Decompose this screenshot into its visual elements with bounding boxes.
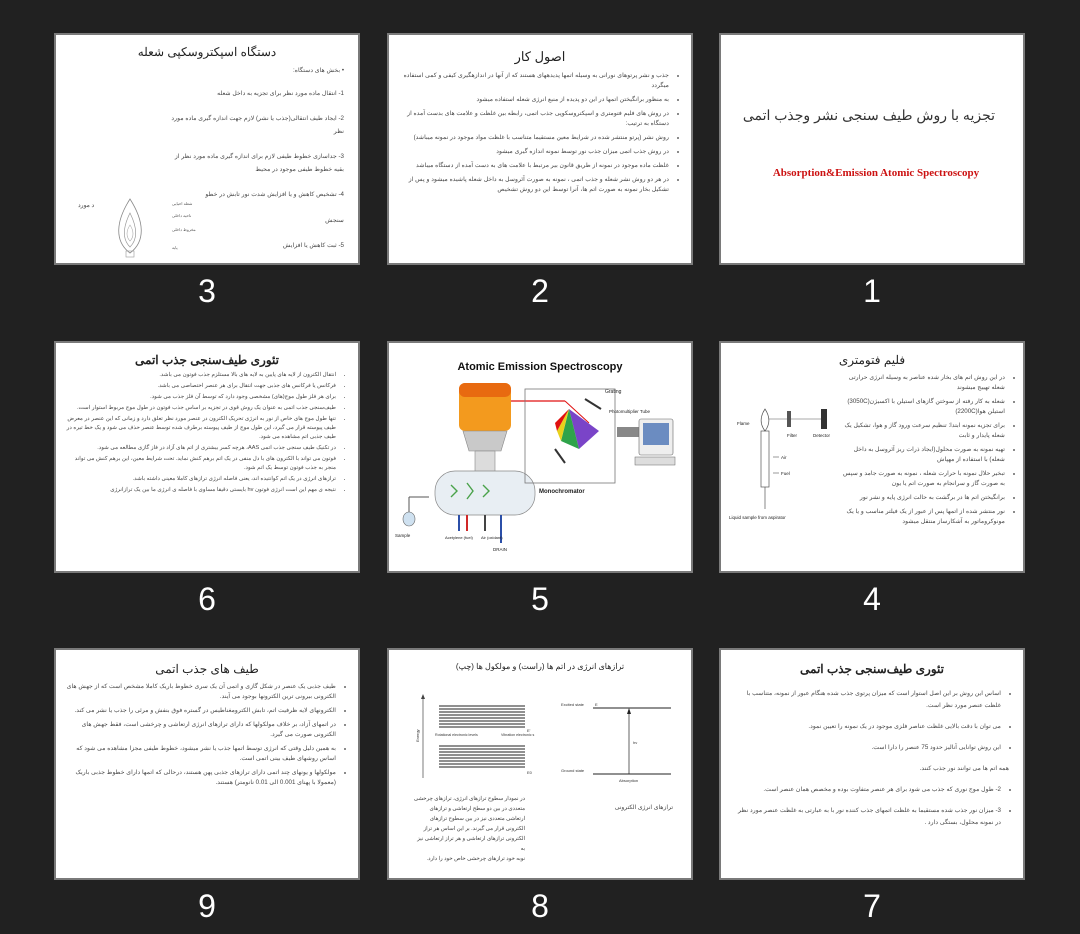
slide-body — [389, 71, 691, 195]
pmt-label: Photomultiplier Tube — [609, 409, 651, 414]
slide-bullet: • این روش توانایی آنالیز حدود 75 عنصر را دارا است. — [731, 742, 1001, 754]
slide-preview — [387, 33, 693, 265]
slide-title: اصول کار — [514, 49, 566, 64]
e-label: E — [595, 702, 598, 707]
slide-line: 2- ایجاد طیف انتقالی(جذب یا نشر) لازم جهت اندازه گیری ماده مورد نظر — [171, 115, 344, 135]
acetylene-label: Acetylene (fuel) — [445, 535, 473, 540]
energy-axis-label: Energy — [415, 729, 420, 742]
e0-label: E0 — [527, 770, 532, 775]
slide-bullet: • روش نشر (پرتو منتشر شده در شرایط معین مستقیما متناسب با غلظت مواد موجود در نمونه میباشد) — [399, 133, 669, 143]
flame-photometer-diagram — [727, 405, 839, 525]
slide-preview — [54, 648, 360, 880]
slide-line: 4- تشخیص کاهش و یا افزایش شدت نور تابش در خطو — [205, 191, 344, 198]
slide-bullet: • جذب و نشر پرتوهای نورانی به وسیله اتمها پدیدههای هستند که از آنها در اندازهگیری کیفی و کمی استفاده میگردد — [399, 71, 669, 91]
slide-title: تئوری طیف‌سنجی جذب اتمی — [800, 662, 944, 676]
slide-title: طیف های جذب اتمی — [155, 662, 259, 676]
figure-label: پایه — [172, 245, 178, 250]
figure-label: شعله احیایی — [172, 201, 193, 206]
slide-line: 1- انتقال ماده مورد نظر برای تجزیه به داخل شعله — [217, 89, 344, 97]
figure-description — [413, 794, 525, 864]
slide-bullet: • مولکولها و یونهای چند اتمی دارای ترازهای جذبی پهن هستند، درحالی که اتمها دارای خطوط جذبی باریک (معمولا با پهنای 0.001 الی 0.01 نانومتر) هستند. — [66, 768, 336, 788]
sample-label: Liquid sample from aspirator — [729, 515, 786, 520]
slide-number: 3 — [198, 273, 216, 309]
slide-bullet: • می توان با دقت بالایی غلظت عناصر فلزی موجود در یک نمونه را تعیین نمود. — [731, 721, 1001, 733]
slide-bullet: • در این روش اتم های بخار شده عناصر به وسیله انرژی حرارتی شعله تهییج میشوند — [841, 373, 1005, 393]
slide-line: 3- جداسازی خطوط طیفی لازم برای اندازه گیری ماده مورد نظر از بقیه خطوط طیفی موجود در محیط — [174, 153, 344, 173]
figure-label: مخروط داخلی — [172, 227, 196, 232]
excited-state-label: Excited state — [561, 702, 584, 707]
hv-label: hv — [633, 740, 638, 745]
slide-title: Atomic Emission Spectroscopy — [457, 361, 623, 373]
rotational-label: Rotational electronic levels — [435, 733, 478, 737]
slide-title: تجزیه با روش طیف سنجی نشر وجذب اتمی — [742, 107, 995, 123]
slide-bullet: • غلظت ماده موجود در نمونه از طریق قانون بیر مرتبط با علامت های به دست آمده از دستگاه میباشد — [399, 161, 669, 171]
ground-state-label: Ground state — [561, 768, 585, 773]
slide-preview — [54, 33, 360, 265]
slide-number: 9 — [198, 888, 216, 924]
slide-bullet: • 2- طول موج نوری که جذب می شود برای هر عنصر متفاوت بوده و مخصص همان عنصر است. — [731, 784, 1001, 796]
slide-bullet: • در هر دو روش نشر شعله و جذب اتمی ، نمونه به صورت آئروسل به داخل شعله پاشیده میشود و پس از تشکیل بخار نمونه به صورت اتم ها، آنرا توسط این دو روش تشخیص — [399, 175, 669, 195]
detector-label: Detector — [813, 433, 831, 438]
slide-bullet: • به منظور برانگیختن اتمها در این دو پدیده از منبع انرژی شعله استفاده میشود — [399, 95, 669, 105]
atomic-energy-levels — [559, 694, 679, 786]
caption-line: ارتعاشی متعددی نیز در بین سطوح ترازهای — [429, 816, 525, 822]
air-label: Air (oxidant) — [481, 535, 503, 540]
figure-label: ناحیه داخلی — [172, 213, 192, 218]
slide-bullet: • فرکانس یا فرکانس های جذبی جهت انتقال برای هر عنصر اختصاصی می باشد. — [66, 382, 336, 391]
grating-label: Grating — [605, 389, 622, 395]
slide-bullet: • طیف‌سنجی جذب اتمی به عنوان یک روش قوی در تجزیه بر اساس جذب فوتون در طول موج مربوط استوار است. — [66, 404, 336, 413]
slide-line: د مورد — [78, 203, 95, 209]
slide-bullet: • برانگیختن اتم ها در برگشت به حالت انرژی پایه و نشر نور — [841, 493, 1005, 503]
slide-preview — [387, 341, 693, 573]
slide-number: 1 — [863, 273, 881, 309]
fuel-label: Fuel — [781, 471, 790, 476]
figure-caption: ترازهای انرژی الکترونی — [614, 805, 673, 811]
flame-label: Flame — [737, 421, 750, 426]
caption-line: متعددی در بین دو سطح ارتعاشی و ترازهای — [429, 806, 525, 812]
slide-bullet: • نتیجه ی مهم این است انرژی فوتون hv بایستی دقیقا مساوی با فاصله ی انرژی ما بین یک ترازانرژی — [66, 486, 336, 495]
slide-bullet: • ترازهای انرژی در یک اتم کوانتیده اند، یعنی فاصله انرژی ترازهای کاملا معینی داشته باشد. — [66, 475, 336, 484]
caption-line: نوبه خود ترازهای چرخشی خاص خود را دارد. — [426, 856, 525, 862]
slide-title: فلیم فتومتری — [838, 353, 906, 367]
slide-preview — [387, 648, 693, 880]
aes-diagram — [389, 379, 691, 569]
sample-label: Sample — [395, 533, 411, 538]
flame-diagram — [100, 195, 196, 257]
slide-bullet: • شعله به کار رفته از سوختن گازهای استیلن با اکسیژن(3050C) استیلن هوا(2200C) — [841, 397, 1005, 417]
drain-label: DRAIN — [493, 547, 508, 552]
slide-bullet: • فوتون می تواند با الکترون های با دل منفی در یک اتم برهم کنش نماید. تحت شرایط معین، این برهم کنش می تواند منجر به جذب فوتون توسط یک اتم شود. — [66, 455, 336, 473]
slide-preview — [719, 33, 1025, 265]
slide-body — [56, 371, 358, 495]
slide-bullet: • الکترونهای لایه ظرفیت اتم، تابش الکترومغناطیس در گستره فوق بنفش و مرئی را جذب یا نشر می کند. — [66, 706, 336, 716]
caption-line: در نمودار سطوح ترازهای انرژی، ترازهای چرخشی — [413, 796, 525, 802]
slide-bullet: • تبخیر حلال نمونه با حرارت شعله ، نمونه به صورت جامد و سپس به صورت گاز و سرانجام به صورت اتم یا یون — [841, 469, 1005, 489]
slide-bullet: • نور منتشر شده از اتمها پس از عبور از یک فیلتر مناسب و یا یک مونوکروماتور به آشکارساز منتقل میشود — [841, 507, 1005, 527]
slide-bullet: • اساس این روش بر این اصل استوار است که میزان پرتوی جذب شده هنگام عبور از نمونه، متناسب با غلظت عنصر مورد نظر است. — [731, 688, 1001, 712]
slide-bullet: • در روش جذب اتمی میزان جذب نور توسط نمونه اندازه گیری میشود — [399, 147, 669, 157]
slide-bullet: • برای تجزیه نمونه ابتدا: تنظیم سرعت ورود گاز و هوا، تشکیل یک شعله پایدار و ثابت — [841, 421, 1005, 441]
slide-bullet: • طیف جذبی یک عنصر در شکل گازی و اتمی آن یک سری خطوط باریک کاملا مشخص است که از جهش های الکترونی بیرونی ترین الکترونها بوجود می آیند. — [66, 682, 336, 702]
slide-bullet: • به همین دلیل وقتی که انرژی توسط اتمها جذب یا نشر میشود، خطوط طیفی مجزا مشاهده می شود که اساس روشهای طیف بینی اتمی است. — [66, 744, 336, 764]
slide-number: 7 — [863, 888, 881, 924]
slide-preview — [719, 648, 1025, 880]
monochromator-label: Monochromator — [539, 489, 585, 495]
vibration-label: Vibration electronic s — [501, 733, 535, 737]
slide-preview — [719, 341, 1025, 573]
slide-line: سنجش — [325, 216, 344, 224]
slide-line: • بخش های دستگاه: — [293, 67, 344, 74]
molecular-energy-levels — [413, 692, 543, 782]
slide-title: تئوری طیف‌سنجی جذب اتمی — [135, 353, 279, 367]
slide-bullet: • در روش های فلیم فتومتری و اسپکتروسکوپی جذب اتمی، رابطه بین غلظت و علامت های بدست آمده از دستگاه به ترتیب: — [399, 109, 669, 129]
slide-body — [56, 682, 358, 788]
slide-bullet: • انتقال الکترون از لایه های پایین به لایه های بالا مستلزم جذب فوتون می باشد. — [66, 371, 336, 380]
slide-bullet: • 3- میزان نور جذب شده مستقیما به غلظت اتمهای جذب کننده نور با به عبارتی به غلظت عنصر مورد نظر در نمونه محلول، بستگی دارد . — [731, 805, 1001, 829]
slide-preview — [54, 341, 360, 573]
slide-bullet: • در اتمهای آزاد، بر خلاف مولکولها که دارای ترازهای انرژی ارتعاشی و چرخشی است، فقط جهش های الکترونی صورت می گیرد. — [66, 720, 336, 740]
slide-bullet: • تنها طول موج های خاص از نور به انرژی تحریک الکترون در عنصر مورد نظر تعلق دارد و زمانی که این عنصر در معرض طیف پیوسته قرار می گیرد، این طول موج از طیف پیوسته برطرف شده توسط عنصر حذف می شود و یک خط تیره در طیف جذبی اتم مشاهده می شود. — [66, 415, 336, 442]
slide-bullet: • در تکنیک طیف سنجی جذب اتمی AAS، هرچه کسر بیشتری از اتم های آزاد در فاز گازی مطالعه می شود. — [66, 444, 336, 453]
slide-title: ترازهای انرژی در اتم ها (راست) و مولکول ها (چپ) — [455, 662, 625, 671]
slide-number: 5 — [531, 581, 549, 617]
caption-line: الکترونی ترازهای ارتعاشی و هر تراز ارتعاشی نیز به — [417, 836, 525, 852]
slide-line: 5- ثبت کاهش یا افزایش — [282, 242, 344, 249]
slide-body — [721, 688, 1023, 829]
slide-number: 8 — [531, 888, 549, 924]
slide-subtitle: Absorption&Emission Atomic Spectroscopy — [772, 167, 980, 179]
slide-bullet: • تهیه نمونه به صورت محلول(ایجاد ذرات ریز آئروسل به داخل شعله) با استفاده از مهپاش — [841, 445, 1005, 465]
caption-line: الکترونی قرار می گیرند. بر این اساس هر تراز — [423, 826, 525, 832]
slide-number: 4 — [863, 581, 881, 617]
air-label: Air — [781, 455, 787, 460]
slide-paragraph: همه اتم ها می توانند نور جذب کنند. — [919, 765, 1009, 772]
filter-label: Filter — [787, 433, 797, 438]
slide-bullet: • برای هر فلز طول موج(های) مشخصی وجود دارد که توسط آن فلز جذب می شود. — [66, 393, 336, 402]
slide-number: 2 — [531, 273, 549, 309]
slide-title: دستگاه اسپکتروسکپی شعله — [137, 45, 277, 59]
slide-number: 6 — [198, 581, 216, 617]
e-prime-label: E' — [527, 728, 531, 733]
absorption-label: Absorption — [619, 778, 639, 783]
